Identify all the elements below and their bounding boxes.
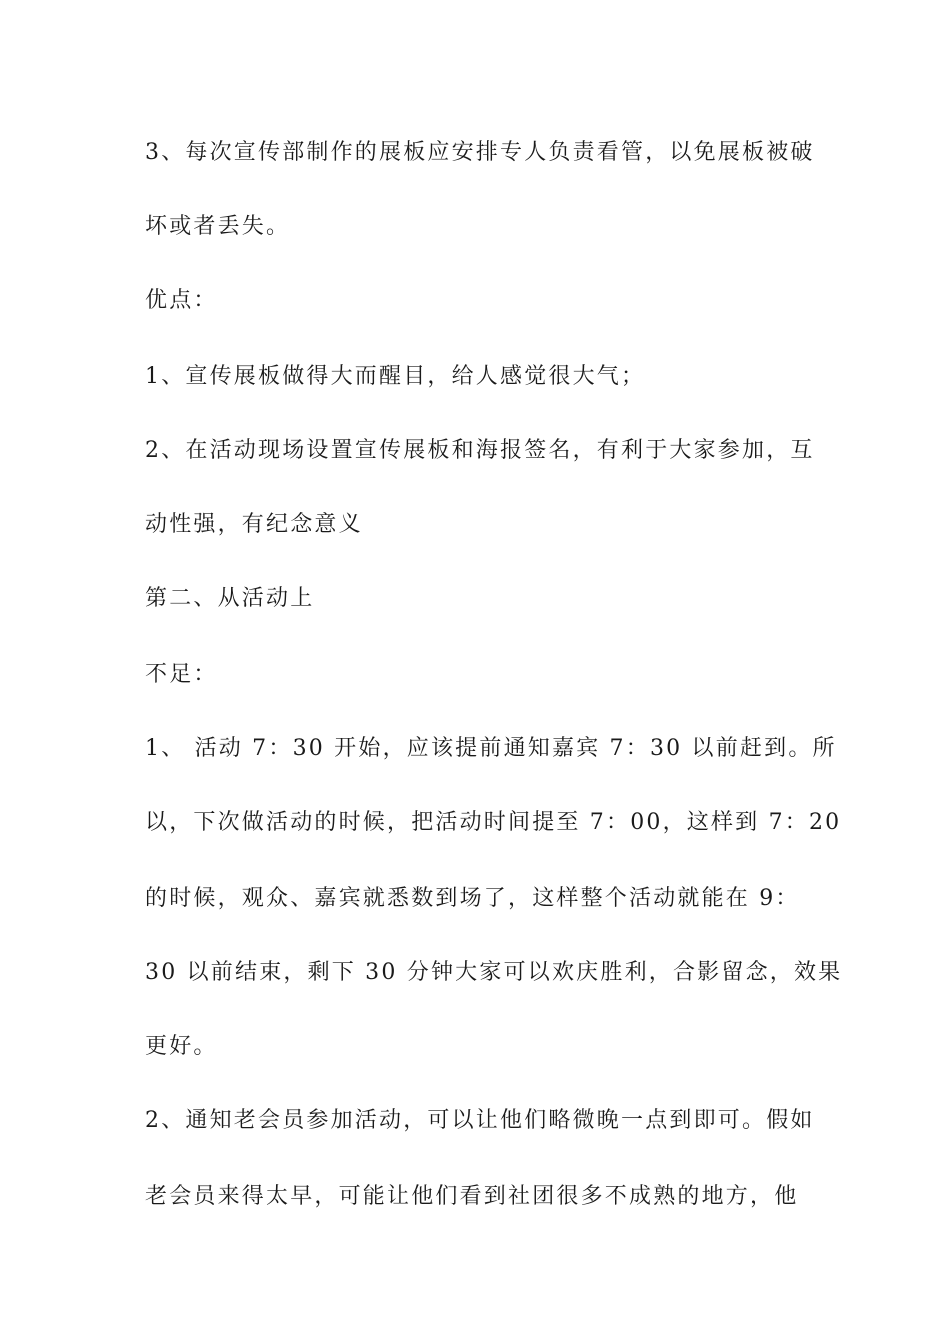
text-line: 的时候，观众、嘉宾就悉数到场了，这样整个活动就能在 9： (145, 886, 800, 911)
text-line: 动性强，有纪念意义 (145, 512, 363, 537)
section-heading: 不足： (145, 662, 218, 687)
section-heading: 第二、从活动上 (145, 586, 315, 611)
text-line: 2、通知老会员参加活动，可以让他们略微晚一点到即可。假如 (145, 1108, 815, 1133)
text-line: 坏或者丢失。 (145, 214, 291, 239)
text-line: 1、 活动 7：30 开始，应该提前通知嘉宾 7：30 以前赶到。所 (145, 736, 837, 761)
text-line: 1、宣传展板做得大而醒目，给人感觉很大气； (145, 364, 646, 389)
section-heading: 优点： (145, 288, 218, 313)
text-line: 2、在活动现场设置宣传展板和海报签名，有利于大家参加，互 (145, 438, 815, 463)
text-line: 以，下次做活动的时候，把活动时间提至 7：00，这样到 7：20 (145, 810, 842, 835)
text-line: 老会员来得太早，可能让他们看到社团很多不成熟的地方，他 (145, 1184, 799, 1209)
text-line: 更好。 (145, 1034, 218, 1059)
text-line: 30 以前结束，剩下 30 分钟大家可以欢庆胜利，合影留念，效果 (145, 960, 843, 985)
text-line: 3、每次宣传部制作的展板应安排专人负责看管，以免展板被破 (145, 140, 815, 165)
